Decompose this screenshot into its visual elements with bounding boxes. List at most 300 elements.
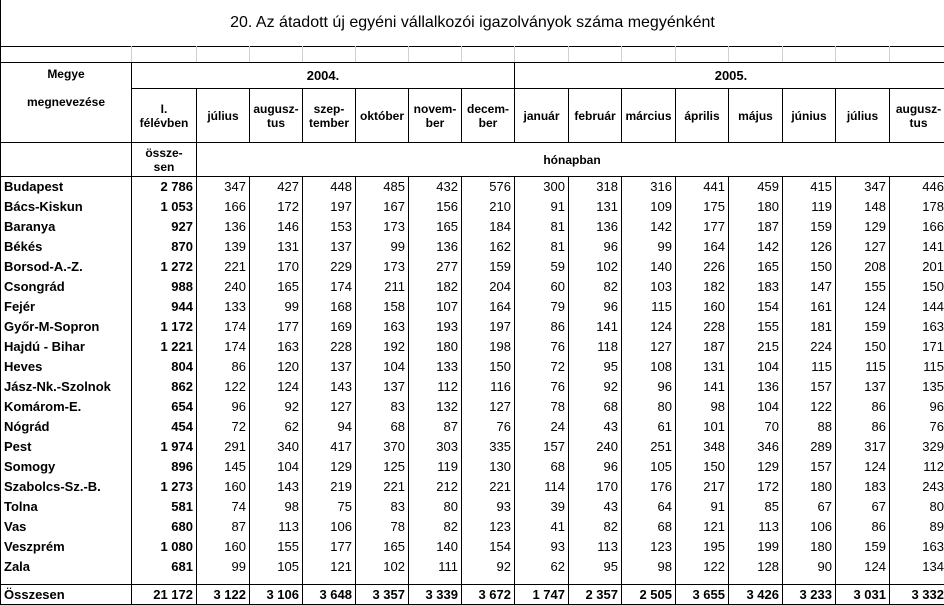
county-name: Békés <box>1 237 132 257</box>
header-text: félévben <box>140 116 189 130</box>
month-value: 82 <box>569 517 622 537</box>
month-value: 201 <box>890 257 944 277</box>
empty-cell <box>783 577 836 585</box>
month-value: 164 <box>676 237 729 257</box>
county-name: Komárom-E. <box>1 397 132 417</box>
month-value: 427 <box>250 177 303 197</box>
month-value: 124 <box>836 557 890 577</box>
month-value: 80 <box>890 497 944 517</box>
month-value: 81 <box>515 237 569 257</box>
month-value: 104 <box>250 457 303 477</box>
month-header <box>250 89 303 143</box>
month-value: 78 <box>356 517 409 537</box>
county-name: Csongrád <box>1 277 132 297</box>
county-total: 2 786 <box>132 177 197 197</box>
month-value: 143 <box>303 377 356 397</box>
month-value: 108 <box>622 357 676 377</box>
month-value: 136 <box>729 377 783 397</box>
county-total: 1 080 <box>132 537 197 557</box>
month-value: 170 <box>569 477 622 497</box>
month-value: 124 <box>622 317 676 337</box>
month-value: 115 <box>622 297 676 317</box>
month-value: 125 <box>356 457 409 477</box>
month-value: 174 <box>197 337 250 357</box>
month-value: 74 <box>197 497 250 517</box>
table-row <box>1 477 944 497</box>
header-text: tember <box>309 116 349 130</box>
month-value: 92 <box>250 397 303 417</box>
month-value: 165 <box>729 257 783 277</box>
month-value: 184 <box>462 217 515 237</box>
month-value: 99 <box>197 557 250 577</box>
county-name: Jász-Nk.-Szolnok <box>1 377 132 397</box>
month-value: 83 <box>356 397 409 417</box>
month-value: 164 <box>462 297 515 317</box>
month-value: 163 <box>890 537 944 557</box>
empty-cell <box>462 47 515 63</box>
header-text: I. <box>161 102 168 116</box>
month-value: 99 <box>250 297 303 317</box>
month-value: 159 <box>836 537 890 557</box>
month-value: 39 <box>515 497 569 517</box>
month-value: 150 <box>890 277 944 297</box>
month-value: 226 <box>676 257 729 277</box>
empty-cell <box>409 47 462 63</box>
empty-cell <box>1 577 132 585</box>
table-row <box>1 277 944 297</box>
month-value: 317 <box>836 437 890 457</box>
county-total: 870 <box>132 237 197 257</box>
county-name: Zala <box>1 557 132 577</box>
empty-cell <box>356 577 409 585</box>
month-value: 85 <box>729 497 783 517</box>
header-text: szep- <box>314 102 345 116</box>
header-text: augusz- <box>896 102 941 116</box>
month-value: 291 <box>197 437 250 457</box>
month-value: 120 <box>250 357 303 377</box>
empty-cell <box>676 577 729 585</box>
county-total: 1 272 <box>132 257 197 277</box>
month-value: 169 <box>303 317 356 337</box>
month-value: 146 <box>250 217 303 237</box>
month-value: 113 <box>250 517 303 537</box>
month-value: 82 <box>409 517 462 537</box>
month-value: 148 <box>836 197 890 217</box>
month-value: 153 <box>303 217 356 237</box>
month-value: 43 <box>569 497 622 517</box>
month-value: 104 <box>729 397 783 417</box>
spacer-row <box>1 47 944 63</box>
month-value: 142 <box>622 217 676 237</box>
month-value: 219 <box>303 477 356 497</box>
month-header <box>569 89 622 143</box>
month-value: 76 <box>515 377 569 397</box>
summary-value: 3 357 <box>356 585 409 605</box>
month-value: 91 <box>515 197 569 217</box>
month-value: 123 <box>622 537 676 557</box>
month-value: 124 <box>250 377 303 397</box>
month-value: 303 <box>409 437 462 457</box>
month-value: 93 <box>515 537 569 557</box>
table-row <box>1 317 944 337</box>
summary-value: 3 655 <box>676 585 729 605</box>
month-value: 86 <box>836 417 890 437</box>
month-value: 72 <box>197 417 250 437</box>
header-text: megnevezése <box>27 95 105 109</box>
month-value: 160 <box>197 537 250 557</box>
empty-cell <box>890 577 944 585</box>
month-value: 187 <box>729 217 783 237</box>
county-total: 1 273 <box>132 477 197 497</box>
month-value: 122 <box>197 377 250 397</box>
month-value: 165 <box>356 537 409 557</box>
table-row <box>1 557 944 577</box>
month-value: 144 <box>890 297 944 317</box>
month-value: 136 <box>197 217 250 237</box>
month-value: 131 <box>569 197 622 217</box>
month-value: 177 <box>676 217 729 237</box>
month-value: 139 <box>197 237 250 257</box>
total-header <box>132 143 197 177</box>
month-value: 99 <box>356 237 409 257</box>
month-value: 576 <box>462 177 515 197</box>
header-text: össze- <box>145 146 182 160</box>
table-row <box>1 177 944 197</box>
summary-value: 3 106 <box>250 585 303 605</box>
month-header <box>622 89 676 143</box>
half-year-header <box>132 89 197 143</box>
month-value: 210 <box>462 197 515 217</box>
month-value: 119 <box>783 197 836 217</box>
month-value: 98 <box>676 397 729 417</box>
month-value: 86 <box>836 397 890 417</box>
summary-value: 3 233 <box>783 585 836 605</box>
month-value: 182 <box>409 277 462 297</box>
month-value: 170 <box>250 257 303 277</box>
empty-cell <box>132 577 197 585</box>
empty-cell <box>890 47 944 63</box>
month-value: 78 <box>515 397 569 417</box>
summary-value: 3 672 <box>462 585 515 605</box>
county-name: Tolna <box>1 497 132 517</box>
empty-cell <box>1 143 132 177</box>
month-value: 96 <box>890 397 944 417</box>
month-value: 129 <box>303 457 356 477</box>
month-value: 417 <box>303 437 356 457</box>
summary-value: 3 339 <box>409 585 462 605</box>
month-value: 86 <box>515 317 569 337</box>
month-value: 122 <box>676 557 729 577</box>
summary-value: 1 747 <box>515 585 569 605</box>
month-header <box>462 89 515 143</box>
month-value: 217 <box>676 477 729 497</box>
month-value: 229 <box>303 257 356 277</box>
month-value: 221 <box>197 257 250 277</box>
month-value: 228 <box>303 337 356 357</box>
empty-cell <box>569 577 622 585</box>
summary-label: Összesen <box>1 585 132 605</box>
month-value: 208 <box>836 257 890 277</box>
month-value: 157 <box>783 377 836 397</box>
month-value: 76 <box>462 417 515 437</box>
month-value: 432 <box>409 177 462 197</box>
month-value: 180 <box>729 197 783 217</box>
county-header <box>1 63 132 143</box>
month-value: 167 <box>356 197 409 217</box>
month-value: 67 <box>836 497 890 517</box>
month-value: 176 <box>622 477 676 497</box>
month-value: 193 <box>409 317 462 337</box>
month-value: 300 <box>515 177 569 197</box>
month-value: 172 <box>250 197 303 217</box>
header-text: decem- <box>467 102 509 116</box>
header-row-units <box>1 143 944 177</box>
month-value: 181 <box>783 317 836 337</box>
month-value: 122 <box>783 397 836 417</box>
month-value: 106 <box>303 517 356 537</box>
month-value: 187 <box>676 337 729 357</box>
empty-cell <box>303 577 356 585</box>
month-value: 140 <box>409 537 462 557</box>
month-value: 192 <box>356 337 409 357</box>
month-value: 155 <box>250 537 303 557</box>
table-row <box>1 357 944 377</box>
month-value: 172 <box>729 477 783 497</box>
month-value: 340 <box>250 437 303 457</box>
month-value: 140 <box>622 257 676 277</box>
table-row <box>1 197 944 217</box>
header-text: augusz- <box>253 102 298 116</box>
monthly-header: hónapban <box>197 143 944 177</box>
month-value: 72 <box>515 357 569 377</box>
month-value: 160 <box>197 477 250 497</box>
month-value: 59 <box>515 257 569 277</box>
summary-value: 3 031 <box>836 585 890 605</box>
month-value: 90 <box>783 557 836 577</box>
month-value: 162 <box>462 237 515 257</box>
month-value: 165 <box>409 217 462 237</box>
month-value: 155 <box>729 317 783 337</box>
header-text: május <box>738 109 773 123</box>
header-text: ber <box>479 116 498 130</box>
month-value: 91 <box>676 497 729 517</box>
empty-cell <box>1 47 132 63</box>
table-row <box>1 237 944 257</box>
month-value: 98 <box>250 497 303 517</box>
month-value: 121 <box>303 557 356 577</box>
table-row <box>1 417 944 437</box>
header-row-months <box>1 89 944 143</box>
table-row <box>1 457 944 477</box>
table-row <box>1 377 944 397</box>
month-value: 68 <box>622 517 676 537</box>
month-value: 335 <box>462 437 515 457</box>
month-header <box>890 89 944 143</box>
month-value: 346 <box>729 437 783 457</box>
table-row <box>1 497 944 517</box>
month-value: 177 <box>303 537 356 557</box>
table-row <box>1 337 944 357</box>
county-name: Heves <box>1 357 132 377</box>
month-value: 41 <box>515 517 569 537</box>
month-value: 107 <box>409 297 462 317</box>
month-value: 124 <box>836 297 890 317</box>
month-value: 159 <box>836 317 890 337</box>
empty-cell <box>622 577 676 585</box>
month-header <box>197 89 250 143</box>
month-value: 195 <box>676 537 729 557</box>
header-text: október <box>360 109 404 123</box>
county-name: Fejér <box>1 297 132 317</box>
month-value: 348 <box>676 437 729 457</box>
month-value: 124 <box>836 457 890 477</box>
county-total: 581 <box>132 497 197 517</box>
summary-value: 3 426 <box>729 585 783 605</box>
header-text: novem- <box>414 102 457 116</box>
month-value: 64 <box>622 497 676 517</box>
month-value: 166 <box>890 217 944 237</box>
month-value: 96 <box>569 457 622 477</box>
empty-cell <box>729 47 783 63</box>
header-text: sen <box>154 160 175 174</box>
county-name: Bács-Kiskun <box>1 197 132 217</box>
empty-cell <box>250 577 303 585</box>
month-value: 62 <box>515 557 569 577</box>
month-value: 133 <box>197 297 250 317</box>
month-value: 166 <box>197 197 250 217</box>
empty-cell <box>462 577 515 585</box>
month-value: 76 <box>515 337 569 357</box>
month-value: 174 <box>197 317 250 337</box>
month-value: 121 <box>676 517 729 537</box>
month-value: 109 <box>622 197 676 217</box>
month-value: 127 <box>462 397 515 417</box>
month-value: 289 <box>783 437 836 457</box>
empty-cell <box>250 47 303 63</box>
month-value: 182 <box>676 277 729 297</box>
month-value: 415 <box>783 177 836 197</box>
summary-value: 2 357 <box>569 585 622 605</box>
month-value: 70 <box>729 417 783 437</box>
summary-value: 3 332 <box>890 585 944 605</box>
county-total: 654 <box>132 397 197 417</box>
month-value: 89 <box>890 517 944 537</box>
month-value: 446 <box>890 177 944 197</box>
month-value: 127 <box>622 337 676 357</box>
header-text: április <box>684 109 719 123</box>
month-value: 67 <box>783 497 836 517</box>
county-total: 804 <box>132 357 197 377</box>
month-value: 75 <box>303 497 356 517</box>
month-value: 173 <box>356 257 409 277</box>
table-row <box>1 217 944 237</box>
month-value: 183 <box>729 277 783 297</box>
month-value: 147 <box>783 277 836 297</box>
month-value: 87 <box>409 417 462 437</box>
month-value: 96 <box>569 297 622 317</box>
county-total: 454 <box>132 417 197 437</box>
month-value: 448 <box>303 177 356 197</box>
month-value: 199 <box>729 537 783 557</box>
header-text: Megye <box>47 67 84 81</box>
month-header <box>356 89 409 143</box>
month-value: 96 <box>622 377 676 397</box>
month-value: 114 <box>515 477 569 497</box>
month-value: 141 <box>569 317 622 337</box>
month-value: 329 <box>890 437 944 457</box>
month-value: 160 <box>676 297 729 317</box>
month-value: 163 <box>890 317 944 337</box>
month-value: 68 <box>569 397 622 417</box>
table-row <box>1 437 944 457</box>
month-value: 80 <box>409 497 462 517</box>
month-value: 157 <box>515 437 569 457</box>
month-value: 103 <box>622 277 676 297</box>
month-value: 96 <box>569 237 622 257</box>
month-value: 134 <box>890 557 944 577</box>
header-text: július <box>847 109 878 123</box>
month-value: 129 <box>729 457 783 477</box>
month-value: 441 <box>676 177 729 197</box>
month-value: 212 <box>409 477 462 497</box>
month-value: 80 <box>622 397 676 417</box>
year-2004-header: 2004. <box>132 63 515 89</box>
month-value: 221 <box>356 477 409 497</box>
month-value: 115 <box>836 357 890 377</box>
month-value: 129 <box>836 217 890 237</box>
month-value: 131 <box>250 237 303 257</box>
month-value: 92 <box>569 377 622 397</box>
month-value: 142 <box>729 237 783 257</box>
month-value: 76 <box>890 417 944 437</box>
county-name: Baranya <box>1 217 132 237</box>
month-value: 215 <box>729 337 783 357</box>
empty-cell <box>569 47 622 63</box>
month-header <box>303 89 356 143</box>
month-value: 136 <box>409 237 462 257</box>
county-total: 1 053 <box>132 197 197 217</box>
month-value: 163 <box>250 337 303 357</box>
month-header <box>676 89 729 143</box>
month-value: 101 <box>676 417 729 437</box>
month-header <box>783 89 836 143</box>
empty-cell <box>836 47 890 63</box>
month-value: 135 <box>890 377 944 397</box>
county-total: 680 <box>132 517 197 537</box>
month-value: 243 <box>890 477 944 497</box>
county-name: Somogy <box>1 457 132 477</box>
month-value: 161 <box>783 297 836 317</box>
empty-cell <box>356 47 409 63</box>
county-total: 862 <box>132 377 197 397</box>
month-value: 150 <box>836 337 890 357</box>
county-total: 944 <box>132 297 197 317</box>
month-value: 127 <box>303 397 356 417</box>
month-value: 131 <box>676 357 729 377</box>
month-value: 68 <box>356 417 409 437</box>
month-value: 60 <box>515 277 569 297</box>
data-table <box>0 46 944 605</box>
month-value: 79 <box>515 297 569 317</box>
month-value: 175 <box>676 197 729 217</box>
county-total: 896 <box>132 457 197 477</box>
month-value: 119 <box>409 457 462 477</box>
empty-cell <box>409 577 462 585</box>
month-value: 43 <box>569 417 622 437</box>
month-value: 159 <box>783 217 836 237</box>
month-value: 157 <box>783 457 836 477</box>
month-value: 240 <box>197 277 250 297</box>
